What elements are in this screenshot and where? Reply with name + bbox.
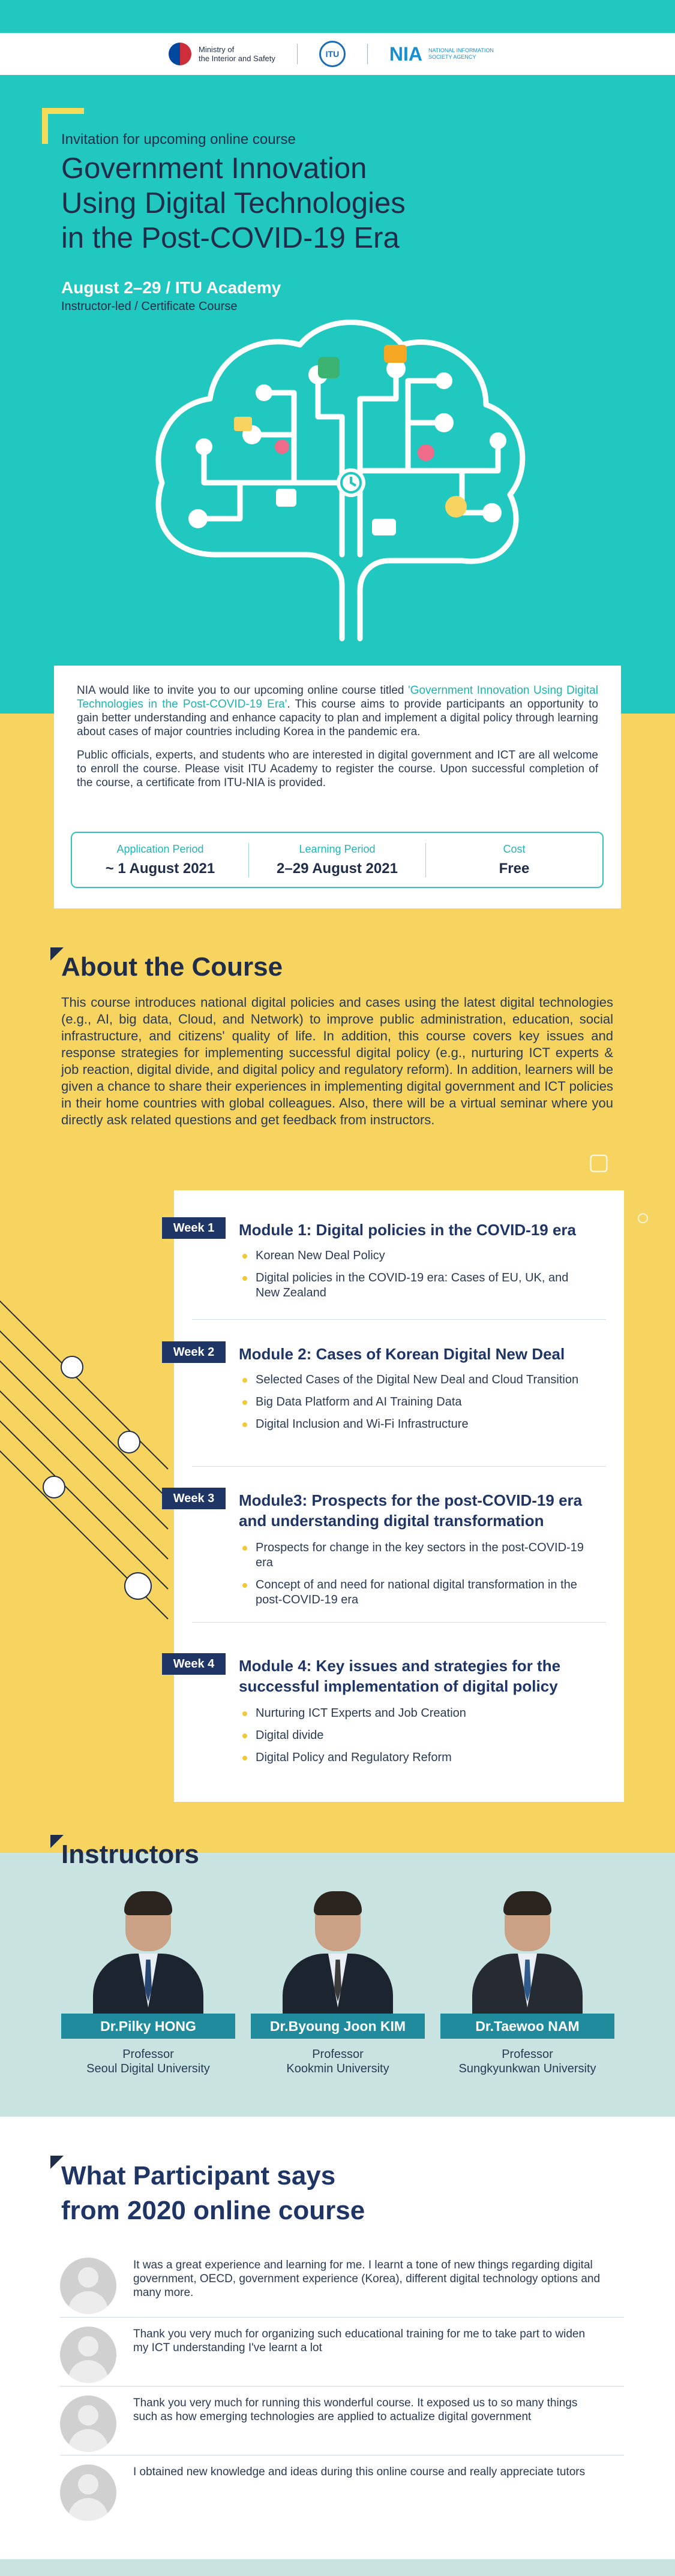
testimonial-item: [60, 2455, 624, 2524]
list-item: Digital Policy and Regulatory Reform: [239, 1750, 593, 1765]
logo-divider: [367, 44, 368, 64]
week-tag: Week 2: [162, 1341, 226, 1363]
instructor-name: Dr.Byoung Joon KIM: [251, 2014, 425, 2039]
instructor-nam: [440, 1888, 614, 2076]
footer-band: [0, 2559, 675, 2576]
module-topics: [239, 1373, 593, 1439]
testimonials-title: What Participant says from 2020 online course: [61, 2161, 365, 2225]
instructor-name: Dr.Pilky HONG: [61, 2014, 235, 2039]
course-type: Instructor-led / Certificate Course: [61, 300, 238, 313]
module-divider: [192, 1319, 606, 1320]
about-title: About the Course: [61, 952, 283, 982]
cost: Cost Free: [425, 843, 602, 877]
about-text: This course introduces national digital policies and cases using the latest digital technologies (e.g., AI, big data, Cloud, and Network) to improve public administration, education, social infrastructure, and citizens' quality of life. In addition, this course covers key issues and response strategies for implementing successful digital policy (e.g., nurturing ICT experts & job reaction, digital divide, and digital policy and regulatory reform). In addition, learners will be given a chance to share their experiences in implementing digital government and ICT policies in their home countries with global colleagues. Also, there will be a virtual seminar where you directly ask related questions and get feedback from instructors.: [61, 995, 613, 1127]
moi-line1: Ministry of: [198, 45, 235, 54]
moi-logo: [169, 43, 275, 65]
list-item: Prospects for change in the key sectors in the post-COVID-19 era: [239, 1540, 593, 1570]
title-line-3: in the Post-COVID-19 Era: [61, 222, 400, 254]
module-topics: [239, 1706, 593, 1772]
week-tag: Week 1: [162, 1217, 226, 1239]
instructor-photo: [278, 1888, 398, 2014]
instructor-name: Dr.Taewoo NAM: [440, 2014, 614, 2039]
avatar: [60, 2327, 116, 2383]
instructor-photo: [467, 1888, 587, 2014]
list-item: Concept of and need for national digital transformation in the post-COVID-19 era: [239, 1578, 593, 1608]
week-tag: Week 4: [162, 1653, 226, 1675]
list-item: Digital policies in the COVID-19 era: Cases of EU, UK, and New Zealand: [239, 1271, 593, 1301]
intro-paragraph-1: NIA would like to invite you to our upcoming online course titled 'Government Innovation Using Digital Technologies in the Post-COVID-19 Era'. This course aims to provide participants an opportunity to gain better understanding and enhance capacity to plan and implement a digital policy through learning about cases of major countries including Korea in the pandemic era.: [77, 684, 598, 738]
module-topics: [239, 1248, 593, 1308]
instructor-photo: [88, 1888, 208, 2014]
testimonial-quote: Thank you very much for organizing such educational training for me to take part to widen my ICT understanding I've learnt a lot: [133, 2328, 586, 2354]
list-item: Korean New Deal Policy: [239, 1248, 593, 1263]
list-item: Nurturing ICT Experts and Job Creation: [239, 1706, 593, 1721]
instructors-title: Instructors: [61, 1840, 199, 1869]
title-line-1: Government Innovation: [61, 152, 367, 185]
module-topics: [239, 1540, 593, 1615]
itu-logo: ITU: [319, 41, 346, 67]
module-divider: [192, 1466, 606, 1467]
instructor-role: Professor Kookmin University: [286, 2048, 389, 2075]
testimonial-item: [60, 2318, 624, 2387]
testimonial-item: [60, 2249, 624, 2318]
invitation-label: Invitation for upcoming online course: [61, 131, 296, 148]
testimonial-item: [60, 2387, 624, 2455]
list-item: Digital Inclusion and Wi-Fi Infrastructure: [239, 1417, 593, 1432]
title-line-2: Using Digital Technologies: [61, 187, 406, 219]
course-title-highlight: 'Government Innovation Using Digital Technologies in the Post-COVID-19 Era': [77, 684, 598, 711]
instructor-hong: [61, 1888, 235, 2076]
avatar: [60, 2396, 116, 2452]
course-dates: August 2–29 / ITU Academy: [61, 278, 281, 297]
module-title: Module 4: Key issues and strategies for the successful implementation of digital policy: [239, 1657, 561, 1695]
module-title: Module 2: Cases of Korean Digital New Deal: [239, 1345, 565, 1363]
testimonial-quote: I obtained new knowledge and ideas during this online course and really appreciate tutors: [133, 2466, 586, 2478]
avatar: [60, 2464, 116, 2521]
module-divider: [192, 1622, 606, 1623]
testimonial-quote: Thank you very much for running this wonderful course. It exposed us to so many things such as how emerging technologies are applied to actualize digital government: [133, 2397, 578, 2423]
testimonial-quote: It was a great experience and learning for me. I learnt a tone of new things regarding digital government, OECD, government experience (Korea), different digital technology options and many more.: [133, 2259, 601, 2299]
learning-period: Learning Period 2–29 August 2021: [248, 843, 425, 877]
logo-divider: [297, 44, 298, 64]
instructor-kim: [251, 1888, 425, 2076]
course-modules-card: [174, 1190, 624, 1802]
globe-icon: ○: [636, 1205, 650, 1230]
intro-paragraph-2: Public officials, experts, and students who are interested in digital government and ICT are all welcome to enroll the course. Please visit ITU Academy to register the course. Upon successful completion of the course, a certificate from ITU-NIA is provided.: [77, 749, 598, 789]
instructor-role: Professor Sungkyunkwan University: [458, 2048, 596, 2075]
avatar: [60, 2258, 116, 2314]
nia-mark: NIA: [389, 43, 423, 65]
instructor-role: Professor Seoul Digital University: [86, 2048, 210, 2075]
application-period: Application Period ~ 1 August 2021: [105, 842, 215, 877]
intro-card: [54, 666, 621, 908]
module-title: Module 1: Digital policies in the COVID-19 era: [239, 1221, 576, 1239]
period-box: [71, 832, 604, 888]
taegeuk-icon: [169, 43, 191, 65]
list-item: Digital divide: [239, 1728, 593, 1743]
nia-logo: [389, 43, 506, 65]
nia-subtitle: NATIONAL INFORMATION SOCIETY AGENCY: [428, 47, 494, 60]
laptop-icon: ▢: [588, 1149, 610, 1175]
list-item: Selected Cases of the Digital New Deal and Cloud Transition: [239, 1373, 593, 1388]
digital-brain-illustration: [144, 303, 534, 663]
moi-line2: the Interior and Safety: [198, 54, 275, 63]
week-tag: Week 3: [162, 1488, 226, 1509]
list-item: Big Data Platform and AI Training Data: [239, 1395, 593, 1410]
circuit-lines-decoration: [0, 1259, 180, 1679]
module-title: Module3: Prospects for the post-COVID-19 era and understanding digital transformation: [239, 1491, 583, 1530]
page-title: [61, 151, 601, 255]
logo-bar: [0, 33, 675, 75]
